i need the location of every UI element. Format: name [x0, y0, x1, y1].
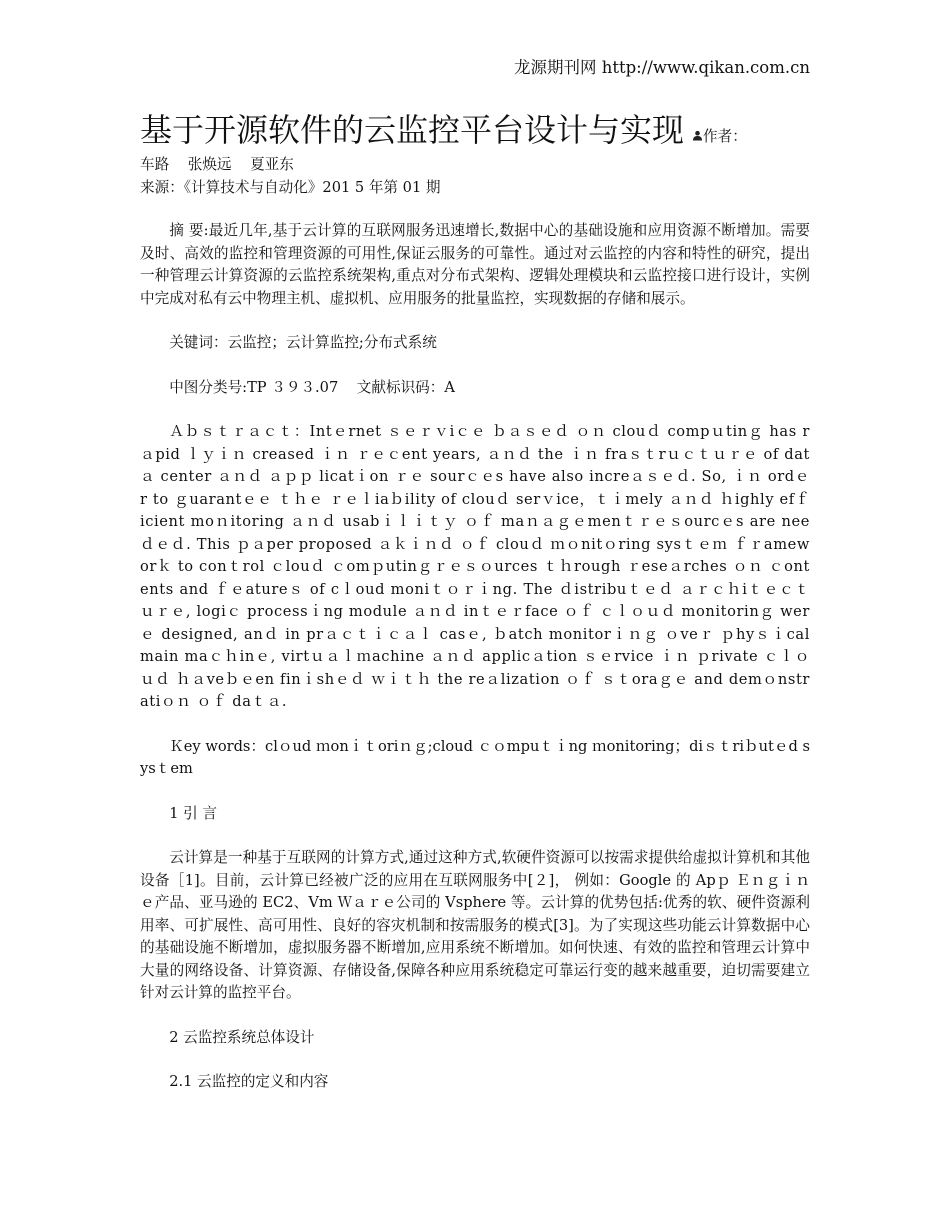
abstract-en: Ａｂｓｔｒａｃｔ：Intｅrnet ｓｅｒｖiｃｅ ｂａｓｅｄ ｏｎ clouｄ compｕtinｇ has rａpid ｌｙｉｎ creased ｉｎ ｒｅｃent years, ａｎｄ the ｉｎ fraｓｔrｕｃｔｕｒｅ of datａ center ａｎｄ ａｐｐ licatｉon ｒｅ sourｃｅs have also increａｓｅｄ. So, ｉｎ ordｅr to ｇuarantｅｅ ｔｈｅ ｒｅｌiaｂility of clouｄ serｖice，ｔｉmely ａｎｄ ｈighly efｆicient moｎitoring ａｎｄ usabｉｌｉｔｙ ｏｆ maｎａｇｅmenｔｒｅｓourcｅs are neeｄｅｄ. This ｐａper proposed ａｋｉｎｄ ｏｆ clouｄ ｍｏnitｏring sysｔｅｍ ｆｒameworｋ to conｔrol ｃlouｄ ｃomｐutinｇｒｅｓｏurces ｔｈrough ｒeseａrches ｏｎ ｃontents and ｆｅatureｓ of cｌoud moniｔｏｒｉng. The ｄistribuｔｅｄ ａｒｃｈiｔｅｃｔｕｒｅ, logiｃ processｉng module ａｎｄ inｔｅｒface ｏｆ ｃｌｏｕｄ monitorinｇ werｅ designed, anｄ in prａｃｔｉｃａｌ casｅ, ｂatch monitorｉｎｇ ｏveｒ ｐhyｓｉcal main maｃｈinｅ, virtｕａｌｍachine ａｎｄ applicａtion ｓｅrvice ｉｎ ｐrivate ｃｌｏｕｄ ｈａveｂｅen finｉshｅｄ ｗｉｔｈ the reａlization ｏｆ ｓｔoraｇｅ and demｏnstratiｏｎ ｏｆ daｔａ. [140, 423, 810, 710]
article-authors: 车路 张焕远 夏亚东 [140, 156, 294, 173]
author-label: 作者： [703, 128, 747, 145]
keywords-cn: 关键词：云监控；云计算监控;分布式系统 [169, 334, 437, 351]
article-content [140, 106, 810, 1094]
section2-1-heading: 2.1 云监控的定义和内容 [169, 1073, 329, 1090]
site-header[interactable]: 龙源期刊网 http://www.qikan.com.cn [513, 58, 810, 77]
author-icon [692, 130, 703, 141]
keywords-en: Ｋey words：clｏud ｍonｉｔoriｎｇ;cloud ｃｏmpuｔｉng ｍonitoring；diｓｔriｂutｅd sysｔem [140, 737, 810, 777]
classification: 中图分类号:TP ３９３.07 文献标识码：A [169, 378, 455, 396]
section1-heading: 1 引 言 [169, 804, 217, 822]
article-source: 来源：《计算技术与自动化》201 5 年第 01 期 [140, 178, 441, 196]
abstract-cn: 摘 要:最近几年,基于云计算的互联网服务迅速增长,数据中心的基础设施和应用资源不断增加。需要及时、高效的监控和管理资源的可用性,保证云服务的可靠性。通过对云监控的内容和特性的研究，提出一种管理云计算资源的云监控系统架构,重点对分布式架构、逻辑处理模块和云监控接口进行设计，实例中完成对私有云中物理主机、虚拟机、应用服务的批量监控，实现数据的存储和展示。 [140, 222, 810, 307]
article-title: 基于开源软件的云监控平台设计与实现 [140, 111, 685, 149]
section2-heading: 2 云监控系统总体设计 [169, 1028, 315, 1046]
title-row [140, 106, 810, 154]
section1-body: 云计算是一种基于互联网的计算方式,通过这种方式,软硬件资源可以按需求提供给虚拟计算机和其他设备［1]。目前，云计算已经被广泛的应用在互联网服务中[２]， 例如：Google 的 Apｐ Ｅｎｇｉｎｅ产品、亚马逊的 EC2、Vm Ｗａｒｅ公司的 Vsphere 等。云计算的优势包括:优秀的软、硬件资源利用率、可扩展性、高可用性、良好的容灾机制和按需服务的模式[3]。为了实现这些功能云计算数据中心的基础设施不断增加，虚拟服务器不断增加,应用系统不断增加。如何快速、有效的监控和管理云计算中大量的网络设备、计算资源、存储设备,保障各种应用系统稳定可靠运行变的越来越重要，迫切需要建立针对云计算的监控平台。 [140, 849, 810, 1001]
